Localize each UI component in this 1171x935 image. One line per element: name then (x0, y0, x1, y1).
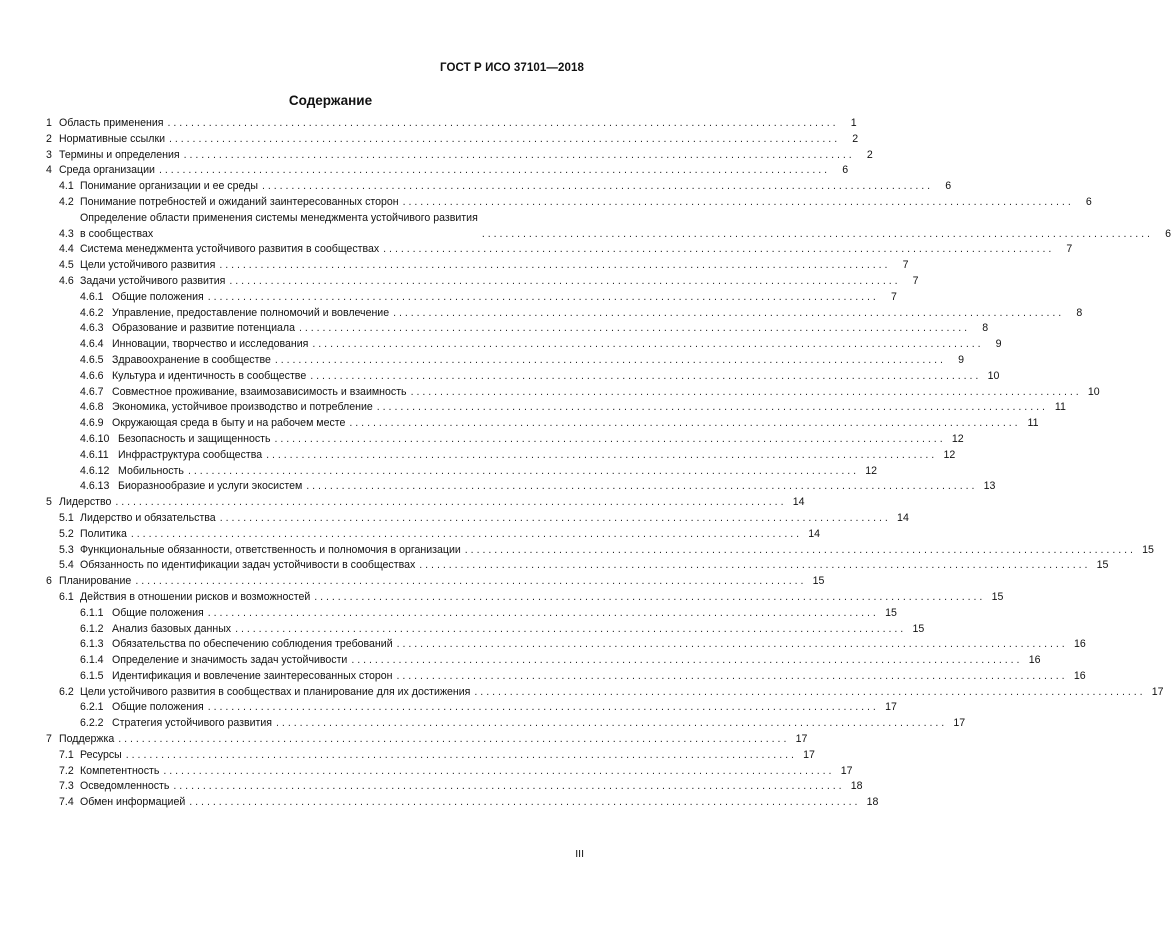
toc-entry-title: Система менеджмента устойчивого развития в сообществах (80, 243, 380, 256)
toc-entry[interactable] (46, 732, 808, 748)
toc-entry-number: 4.6.7 (80, 385, 104, 398)
toc-entry[interactable] (46, 321, 989, 337)
toc-entry-page: 17 (953, 717, 966, 730)
toc-entry[interactable] (46, 795, 879, 811)
toc-entry-number: 4.6.11 (80, 448, 109, 461)
toc-entry[interactable] (46, 653, 1041, 669)
toc-entry[interactable] (46, 527, 821, 543)
toc-entry-number: 4.6.5 (80, 353, 104, 366)
toc-entry-page: 10 (987, 369, 1000, 382)
toc-entry-number: 4.6.4 (80, 338, 104, 351)
toc-entry-title: Обмен информацией (80, 796, 186, 809)
toc-entry[interactable] (46, 669, 1086, 685)
toc-entry-number: 5 (46, 496, 52, 509)
toc-entry-title: Идентификация и вовлечение заинтересованных сторон (112, 669, 393, 682)
toc-leader-dots (111, 495, 783, 511)
toc-entry-page: 17 (803, 748, 815, 761)
toc-leader-dots (169, 779, 841, 795)
toc-entry-page: 7 (890, 290, 897, 303)
toc-leader-dots (262, 448, 934, 464)
toc-entry-number: 6.1.2 (80, 622, 104, 635)
toc-entry-page: 15 (812, 575, 825, 588)
toc-entry[interactable] (46, 511, 909, 527)
toc-entry-number: 4.6.10 (80, 432, 110, 445)
toc-entry-number: 6.2.2 (80, 717, 104, 730)
toc-leader-dots (216, 511, 888, 527)
toc-entry[interactable] (46, 369, 1000, 385)
toc-leader-dots (379, 242, 1051, 258)
toc-entry-page: 8 (982, 322, 989, 335)
toc-leader-dots (131, 574, 803, 590)
toc-entry[interactable] (46, 211, 1171, 243)
toc-entry[interactable] (46, 432, 964, 448)
toc-entry[interactable] (46, 400, 1066, 416)
toc-entry-page: 14 (792, 496, 805, 509)
toc-entry-title: Действия в отношении рисков и возможностей (80, 590, 311, 603)
toc-leader-dots (155, 163, 827, 179)
toc-leader-dots (399, 195, 1071, 211)
toc-entry-number: 6.1.3 (80, 638, 104, 651)
toc-entry-page: 16 (1073, 669, 1086, 682)
toc-entry-title: Экономика, устойчивое производство и потребление (112, 401, 373, 414)
toc-leader-dots (470, 685, 1142, 701)
toc-entry-page: 18 (850, 780, 863, 793)
toc-entry-page: 2 (852, 132, 859, 145)
toc-entry-number: 4.6.13 (80, 480, 110, 493)
toc-entry-page: 11 (1027, 417, 1039, 430)
toc-entry-title: Цели устойчивого развития (80, 259, 216, 272)
toc-entry-page: 13 (983, 480, 996, 493)
toc-entry-title-line1: Определение области применения системы менеджмента устойчивого развития (80, 211, 478, 224)
toc-entry-number: 6.1 (59, 590, 74, 603)
toc-leader-dots (204, 290, 876, 306)
toc-leader-dots (272, 716, 944, 732)
toc-entry-title: Область применения (59, 117, 164, 129)
toc-entry-number: 6.2 (59, 685, 74, 698)
toc-entry[interactable] (46, 337, 1002, 353)
toc-entry-page: 17 (840, 764, 853, 777)
toc-entry-number: 7.2 (59, 764, 74, 777)
toc-entry-title: Общие положения (112, 290, 204, 303)
toc-entry-number: 4.6.6 (80, 369, 104, 382)
toc-entry-title: Термины и определения (59, 148, 180, 161)
toc-entry[interactable] (46, 637, 1086, 653)
toc-leader-dots (271, 353, 943, 369)
toc-entry-number: 4 (46, 164, 52, 177)
toc-leader-dots (225, 274, 897, 290)
toc-entry-number: 7.4 (59, 796, 74, 809)
page-title: Содержание (288, 93, 373, 108)
toc-entry-page: 7 (1066, 243, 1073, 256)
toc-entry-title: Определение и значимость задач устойчивости (112, 654, 348, 667)
toc-entry-page: 18 (866, 796, 879, 809)
toc-entry-page: 7 (912, 274, 919, 287)
toc-entry[interactable] (46, 606, 897, 622)
toc-leader-dots (165, 132, 837, 148)
toc-entry-page: 14 (897, 511, 909, 524)
toc-entry[interactable] (46, 464, 878, 480)
toc-leader-dots (461, 543, 1133, 559)
toc-leader-dots (389, 306, 1061, 322)
toc-entry-title: Культура и идентичность в сообществе (112, 369, 307, 382)
toc-leader-dots (393, 669, 1065, 685)
toc-leader-dots (159, 764, 831, 780)
toc-entry-number: 4.6.1 (80, 290, 104, 303)
toc-entry-page: 17 (885, 701, 897, 714)
toc-leader-dots (215, 258, 887, 274)
toc-entry-page: 8 (1076, 306, 1083, 319)
toc-leader-dots (306, 369, 978, 385)
toc-entry-page: 1 (850, 117, 857, 129)
toc-leader-dots (295, 321, 967, 337)
toc-entry-title: Функциональные обязанности, ответственность и полномочия в организации (80, 543, 461, 556)
toc-entry-page: 6 (945, 180, 952, 193)
toc-entry-page: 2 (866, 148, 873, 161)
toc-entry-title: Поддержка (59, 733, 115, 746)
toc-entry-title: Обязательства по обеспечению соблюдения требований (112, 638, 393, 651)
toc-entry[interactable] (46, 716, 966, 732)
toc-entry-number: 4.6.8 (80, 401, 104, 414)
toc-entry[interactable] (46, 543, 1154, 559)
toc-entry-title: Мобильность (118, 464, 184, 477)
toc-entry-number: 4.4 (59, 243, 74, 256)
toc-entry-title: Здравоохранение в сообществе (112, 353, 271, 366)
toc-entry-page: 9 (958, 353, 964, 366)
toc-entry[interactable] (46, 558, 1109, 574)
toc-leader-dots (415, 558, 1087, 574)
toc-entry-title: Цели устойчивого развития в сообществах и планирование для их достижения (80, 685, 471, 698)
toc-entry[interactable] (46, 353, 964, 369)
toc-entry[interactable] (46, 306, 1083, 322)
toc-entry[interactable] (46, 116, 857, 132)
toc-leader-dots (204, 606, 876, 622)
toc-leader-dots (184, 464, 856, 480)
toc-entry-number: 6.1.1 (80, 606, 104, 619)
toc-entry[interactable] (46, 700, 897, 716)
toc-entry-title: Биоразнообразие и услуги экосистем (118, 480, 303, 493)
toc-entry-title: Инфраструктура сообщества (118, 448, 263, 461)
toc-entry-number: 7 (46, 733, 52, 746)
toc-entry-title: Лидерство (59, 496, 112, 509)
toc-leader-dots (231, 622, 903, 638)
toc-entry-title: Общие положения (112, 701, 204, 714)
toc-entry-title-line2: в сообществах (80, 227, 154, 240)
toc-entry[interactable] (46, 685, 1164, 701)
toc-entry-page: 6 (1165, 227, 1171, 240)
toc-entry[interactable] (46, 448, 956, 464)
toc-entry[interactable] (46, 479, 996, 495)
toc-entry-number: 5.1 (59, 511, 74, 524)
toc-entry-page: 16 (1028, 654, 1041, 667)
toc-entry-title: Анализ базовых данных (112, 622, 232, 635)
toc-entry-number: 6.2.1 (80, 701, 104, 714)
toc-entry-number: 4.2 (59, 195, 74, 208)
toc-entry[interactable] (46, 163, 849, 179)
toc-entry-title: Нормативные ссылки (59, 132, 166, 145)
toc-entry-title: Среда организации (59, 164, 155, 177)
toc-entry-title: Осведомленность (80, 780, 170, 793)
toc-entry-title: Компетентность (80, 764, 160, 777)
toc-entry-number: 5.3 (59, 543, 74, 556)
toc-entry-number: 4.6.12 (80, 464, 110, 477)
toc-leader-dots (258, 179, 930, 195)
toc-entry-page: 10 (1087, 385, 1100, 398)
toc-entry-title: Совместное проживание, взаимозависимость и взаимность (112, 385, 407, 398)
toc-leader-dots (122, 748, 794, 764)
toc-entry-title: Управление, предоставление полномочий и вовлечение (112, 306, 390, 319)
toc-entry-page: 12 (943, 448, 956, 461)
toc-entry[interactable] (46, 764, 853, 780)
toc-entry-number: 3 (46, 148, 52, 161)
toc-entry-page: 12 (951, 432, 964, 445)
toc-entry-title: Ресурсы (80, 748, 122, 761)
toc-entry-title (80, 211, 478, 243)
toc-leader-dots (114, 732, 786, 748)
toc-entry-title: Планирование (59, 575, 132, 588)
toc-leader-dots (393, 637, 1065, 653)
toc-leader-dots (163, 116, 835, 132)
toc-entry-number: 4.6.9 (80, 417, 104, 430)
toc-leader-dots (204, 700, 876, 716)
toc-leader-dots (478, 227, 1150, 243)
toc-entry[interactable] (46, 590, 1004, 606)
toc-leader-dots (271, 432, 943, 448)
toc-leader-dots (345, 416, 1017, 432)
toc-entry-title: Обязанность по идентификации задач устойчивости в сообществах (80, 559, 416, 572)
toc-entry-page: 9 (995, 338, 1002, 351)
toc-entry-number: 4.6 (59, 274, 74, 287)
toc-entry-page: 7 (902, 259, 909, 272)
toc-entry-page: 12 (865, 464, 878, 477)
toc-entry-page: 15 (1096, 559, 1109, 572)
toc-leader-dots (347, 653, 1019, 669)
toc-leader-dots (185, 795, 857, 811)
toc-entry-title: Понимание потребностей и ожиданий заинтересованных сторон (80, 195, 399, 208)
toc-entry[interactable] (46, 148, 873, 164)
toc-entry-number: 7.3 (59, 780, 74, 793)
toc-entry-page: 15 (991, 590, 1004, 603)
toc-entry-page: 6 (842, 164, 849, 177)
toc-entry-number: 4.6.2 (80, 306, 104, 319)
toc-leader-dots (407, 385, 1079, 401)
toc-entry-page: 15 (885, 606, 897, 619)
toc-entry[interactable] (46, 274, 919, 290)
toc-entry-number: 6.1.4 (80, 654, 104, 667)
toc-entry-page: 14 (808, 527, 821, 540)
toc-entry-number: 4.1 (59, 180, 74, 193)
toc-entry[interactable] (46, 622, 925, 638)
toc-entry-title: Понимание организации и ее среды (80, 180, 258, 193)
toc-leader-dots (127, 527, 799, 543)
toc-entry-page: 15 (912, 622, 925, 635)
toc-entry-title: Общие положения (112, 606, 204, 619)
toc-entry-title: Безопасность и защищенность (118, 432, 271, 445)
toc-entry[interactable] (46, 385, 1100, 401)
toc-entry[interactable] (46, 416, 1039, 432)
toc-entry-page: 15 (1142, 543, 1154, 556)
toc-entry-number: 6 (46, 575, 52, 588)
page-number: III (575, 848, 584, 860)
toc-entry-number: 7.1 (59, 748, 74, 761)
toc-entry-number: 1 (46, 117, 52, 129)
toc-entry-number: 5.2 (59, 527, 74, 540)
toc-entry[interactable] (46, 195, 1092, 211)
toc-entry-page: 6 (1085, 195, 1092, 208)
toc-entry[interactable] (46, 290, 897, 306)
toc-entry-number: 4.3 (59, 227, 74, 240)
toc-entry-title: Окружающая среда в быту и на рабочем месте (112, 417, 346, 430)
toc-entry-title: Инновации, творчество и исследования (112, 338, 309, 351)
toc-entry-number: 4.5 (59, 259, 74, 272)
toc-entry[interactable] (46, 242, 1073, 258)
toc-entry-number: 6.1.5 (80, 669, 104, 682)
toc-leader-dots (302, 479, 974, 495)
toc-entry-title: Политика (80, 527, 127, 540)
toc-leader-dots (180, 148, 852, 164)
table-of-contents (46, 116, 1171, 811)
toc-entry[interactable] (46, 779, 863, 795)
toc-leader-dots (373, 400, 1045, 416)
toc-entry[interactable] (46, 748, 815, 764)
toc-entry-number: 5.4 (59, 559, 74, 572)
toc-entry[interactable] (46, 574, 825, 590)
toc-entry-page: 16 (1073, 638, 1086, 651)
toc-entry-number: 4.6.3 (80, 322, 104, 335)
toc-entry-title: Стратегия устойчивого развития (112, 717, 273, 730)
toc-entry-number: 2 (46, 132, 52, 145)
toc-entry[interactable] (46, 495, 805, 511)
toc-leader-dots (308, 337, 980, 353)
toc-entry-page: 11 (1054, 401, 1066, 414)
toc-leader-dots (310, 590, 982, 606)
toc-entry[interactable] (46, 132, 859, 148)
toc-entry-title: Задачи устойчивого развития (80, 274, 226, 287)
toc-entry-title: Образование и развитие потенциала (112, 322, 295, 335)
toc-entry-page: 17 (1151, 685, 1164, 698)
toc-entry-page: 17 (795, 733, 808, 746)
document-code: ГОСТ Р ИСО 37101—2018 (439, 62, 584, 74)
toc-entry[interactable] (46, 179, 952, 195)
toc-entry-title: Лидерство и обязательства (80, 511, 216, 524)
toc-entry[interactable] (46, 258, 909, 274)
